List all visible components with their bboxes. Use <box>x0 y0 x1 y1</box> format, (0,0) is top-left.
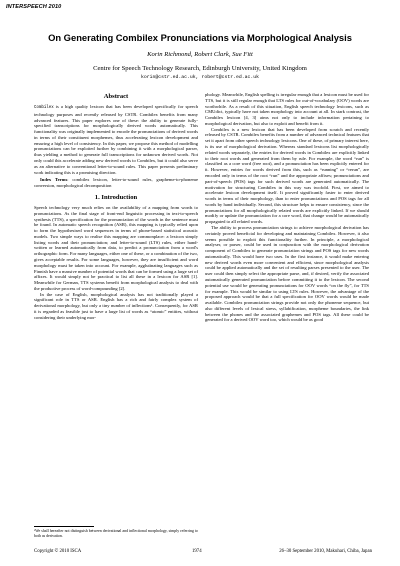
abstract-body: is a high quality lexicon that has been developed specifically for speech technology purposes and recently released by CSTR. Combilex benefits from many advanced features. This paper explores one of these: the ability to generate fully-specified transcriptions for morphologically derived words automatically. This functionality was originally implemented to encode the pronunciations of derived words in terms of their constituent morphemes, thus accelerating lexicon development and ensuring a high level of consistency. In this paper, we propose this method of modelling pronunciations can be exploited further by combining it with a morphological parser, thus yielding a method to generate full transcriptions for unknown derived words. Not only could this accelerate adding new derived words to Combilex, but it could also serve as an alternative to conventional letter-to-sound rules. This paper presents preliminary work indicating this is a promising direction. <box>34 104 198 175</box>
author-emails: korin@cstr.ed.ac.uk, robert@cstr.ed.ac.uk <box>140 75 260 80</box>
abstract-lexicon-name: Combilex <box>34 106 54 110</box>
introduction-heading: 1. Introduction <box>94 193 138 201</box>
conference-dates: 26–30 September 2010, Makuhari, Chiba, Japan <box>279 549 372 554</box>
body-paragraph: The ability to process pronunciation strings to achieve morphological derivation has certainly proved beneficial for developing and maintaining Combilex. However, it also seems possible to exploit this functionality further. In principle, a morphological analyser, or parser, could be used in conjunction with the morphological derivation component of Combilex to generate pronunciation strings and POS tags for new words automatically. This would have two uses. In the first instance, it would make entering new derived words even more convenient and efficient, since morphological analysis could be applied automatically and the set of resulting parses presented to the user. The user could then simply select the appropriate parse, and, if desired, verify the associated automatically generated pronunciation before committing it to the lexicon. The second potential use would be generating pronunciations for OOV words “on the fly”, for TTS for example. This would be similar to using LTS rules. However, the advantage of the proposed approach would be that a full specification for OOV words would be made available. Combilex pronunciation strings provide not only the phoneme sequence, but also different levels of lexical stress, syllabification, morpheme boundaries, the link between the phones and the associated graphemes and POS tags. All these could be generated for a derived OOV word too, which would be as good <box>205 224 369 323</box>
right-column <box>205 92 369 323</box>
index-terms-text: : combilex lexicon, letter-to-sound rules, grapheme-to-phoneme conversion, morphological decomposition <box>34 177 198 189</box>
body-paragraph: Combilex is a new lexicon that has been developed from scratch and recently released by CSTR. Combilex benefits from a number of advanced technical features that set it apart from other speech technology lexicons. One of these, of primary interest here, is its use of morphological derivation. Whereas standard lexicons list morphologically related words separately, the entries for derived words in Combilex are explicitly linked to their root words and generated from them by rule. For example, the word “run” is classified as a core word (free root), and a pronunciation has been explicitly entered for it. However, entries for words derived from this, such as “running” or “rerun”, are encoded only in terms of the root “run” and the appropriate affixes; pronunciations and part-of-speech (POS) tags for such derived words are generated automatically. The motivation for structuring Combilex in this way was twofold. First, we aimed to accelerate lexicon development itself. It proved significantly faster to enter derived words in terms of their morphology, than to enter pronunciations and POS tags for all words by hand individually. Second, this structure helps to ensure consistency, since the pronunciations for all morphologically related words are explicitly linked. If we should modify or update the pronunciation for a core word, that change would be automatically propagated to all related words. <box>205 126 369 225</box>
left-column <box>34 92 198 321</box>
affiliation: Centre for Speech Technology Research, Edinburgh University, United Kingdom <box>93 65 307 72</box>
index-terms <box>34 177 198 189</box>
abstract-heading: Abstract <box>103 93 129 100</box>
author-list: Korin Richmond, Robert Clark, Sue Fitt <box>147 51 253 58</box>
intro-paragraph: Speech technology very much relies on the availability of a mapping from words to pronunciations. As the final stage of front-end linguistic processing in text-to-speech synthesis (TTS), a specification for the pronunciation of the words in the sentence must be found. In automatic speech recognition (ASR), this mapping is typically relied upon to form the hypothesised word sequences in terms of phone-based statistical acoustic models. Two simple ways to realise this mapping are commonplace: a lexicon simply listing words and their pronunciation; and letter-to-sound (LTS) rules, either hand-written or learned automatically from data, to predict a pronunciation from a word's orthographic form. For many languages, either one of these, or a combination of the two, gives acceptable results. For some languages, however, they are insufficient and word morphology must be taken into account. For example, agglutinating languages such as Finnish have a massive number of potential words that can be formed using a large set of affixes. It would simply not be practical to list all these in a lexicon for ASR [1]. Meanwhile for German, TTS systems benefit from morphological analysis to deal with the productive process of word-compounding [2]. <box>34 204 198 291</box>
abstract-text <box>34 104 198 175</box>
copyright-notice: Copyright © 2010 ISCA <box>34 549 82 554</box>
footnote-rule <box>34 526 94 527</box>
intro-paragraph: In the case of English, morphological analysis has not traditionally played a significant role in TTS or ASR. English has a rich and fairly complex system of derivational morphology, but only a tiny number of inflections¹. Consequently, for ASR it is regarded as feasible just to have a large list of words as “atomic” entities, without considering their underlying mor- <box>34 291 198 320</box>
page-footer <box>34 549 372 557</box>
index-terms-label: Index Terms <box>40 177 68 183</box>
body-paragraph: phology. Meanwhile, English spelling is irregular enough that a lexicon must be used for TTS, but it is still regular enough that LTS rules for out-of-vocabulary (OOV) words are worthwhile. As a result of this situation, English speech technology lexicons, such as CMUdict, typically have not taken morphology into account at all. In stark contrast, the Combilex lexicon [4, 3] aims not only to include information pertaining to morphological derivation, but also to exploit and benefit from it. <box>205 92 369 126</box>
footnote: ¹We shall hereafter not distinguish between derivational and inflectional morphology, simply referring to both as derivation. <box>34 529 198 538</box>
page-number: 1974 <box>192 549 202 554</box>
paper-title: On Generating Combilex Pronunciations via Morphological Analysis <box>48 32 352 43</box>
running-head: INTERSPEECH 2010 <box>6 4 62 10</box>
